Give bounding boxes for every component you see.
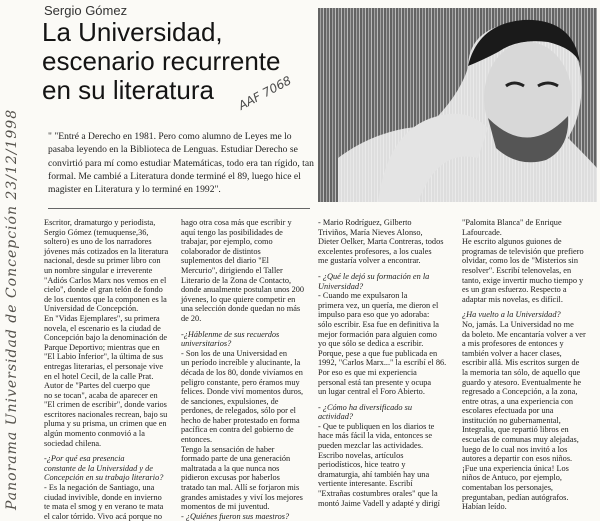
question-line: Concepción en su trabajo literario? — [44, 473, 164, 483]
body-text-line: preguntaban, pedían autógrafos. — [462, 492, 569, 502]
body-text-line: cielo", donde el gran telón de fondo — [44, 285, 163, 295]
body-text-line: entregas literarias, el personaje vive — [44, 361, 164, 371]
body-text-line: ¡Fue una experiencia única! Los — [462, 463, 569, 473]
body-text-line: felices. Donde viví momentos duros, — [181, 387, 304, 397]
body-text-line: escolares efectuada por una — [462, 406, 554, 416]
body-text-line: "Palomita Blanca" de Enrique — [462, 218, 562, 227]
body-text-line: Integralia, que repartió libros en — [462, 425, 569, 435]
body-text-line: institución no gubernamental, — [462, 415, 561, 425]
body-text-line: el calor tórrido. Vivo acá porque no — [44, 511, 162, 521]
body-text-line: luego de lo cual nos invitó a los — [462, 444, 568, 454]
body-text-line: comentaban los personajes, — [462, 483, 554, 493]
article-column-3 — [318, 218, 454, 508]
body-text-line: trabajar, por ejemplo, como — [181, 237, 273, 247]
body-text-line: soltero) es uno de los narradores — [44, 237, 152, 247]
body-text-line: peligro constante, pero éramos muy — [181, 377, 300, 387]
archive-stamp: AAF 7068 — [236, 73, 294, 113]
body-text-line: "Extrañas costumbres orales" que la — [318, 489, 438, 499]
pull-quote-line: formal. Me cambié a Literatura donde terminé el 89, luego hice el — [48, 170, 301, 182]
body-text-line: escuelas de comunas muy alejadas, — [462, 435, 579, 445]
body-text-line: - Mario Rodríguez, Gilberto — [318, 218, 412, 227]
body-text-line: - Es la negación de Santiago, una — [44, 483, 155, 493]
body-text-line: personal está tan presente y ocupa — [318, 377, 432, 387]
margin-annotation: Panorama Universidad de Concepción 23/12/1998 — [4, 108, 20, 510]
body-text-line: "El Labio Inferior", la última de sus — [44, 352, 163, 362]
body-text-line: algún momento conmovió a la — [44, 429, 145, 439]
body-text-line: Porque, pese a que fue publicada en — [318, 348, 438, 358]
body-text-line: - Cuando me expulsaron la — [318, 291, 408, 301]
body-text-line: ciudad invivible, donde en invierno — [44, 492, 162, 502]
question-line: actividad? — [318, 412, 354, 422]
body-text-line: niños de Antuco, por ejemplo, — [462, 473, 563, 483]
article-column-2 — [181, 218, 312, 521]
body-text-line: - Que te publiquen en los diarios te — [318, 421, 435, 431]
body-text-line: un período increíble y alucinante, la — [181, 358, 301, 368]
headline-line: escenario recurrente — [42, 46, 281, 76]
body-text-line: Escritor, dramaturgo y periodista, — [44, 218, 156, 227]
question-line: -¿Háblenme de sus recuerdos — [181, 329, 280, 339]
body-text-line: formado parte de una generación — [181, 454, 291, 464]
body-text-line: maltratada a la que nunca nos — [181, 463, 280, 473]
body-text-line: un lugar central el Foro Abierto. — [318, 387, 425, 397]
body-text-line: He escrito algunos guiones de — [462, 237, 562, 247]
body-text-line: aquí tengo las posibilidades de — [181, 227, 283, 237]
pull-quote-line: pasaba leyendo en la Biblioteca de Lenguas. Estudiar Derecho se — [48, 144, 298, 156]
body-text-line: vertiente interesante. Escribí — [318, 479, 413, 489]
body-text-line: sociedad chilena. — [44, 438, 102, 448]
body-text-line: entre otras, a una experiencia con — [462, 396, 574, 406]
body-text-line: No, jamás. La Universidad no me — [462, 319, 574, 329]
body-text-line: pidieron excusas por haberlos — [181, 473, 280, 483]
body-text-line: pacífica en contra del gobierno de — [181, 425, 294, 435]
body-text-line: olvidar, como los de "Misterios sin — [462, 256, 578, 266]
body-text-line: pueden mezclar las actividades. — [318, 441, 424, 451]
body-text-line: Tengo la sensación de haber — [181, 444, 275, 454]
article-column-1 — [44, 218, 176, 521]
body-text-line: sólo escribir. Esa fue en definitiva la — [318, 319, 439, 329]
body-text-line: tanto, exige invertir mucho tiempo y — [462, 275, 584, 285]
body-text-line: momentos de mi juventud. — [181, 502, 270, 512]
body-text-line: hace más fácil la vida, entonces se — [318, 431, 433, 441]
body-text-line: es un gran esfuerzo. Respecto a — [462, 285, 567, 295]
question-line: -¿Por qué esa presencia — [44, 454, 125, 464]
body-text-line: nacional, desde su primer libro con — [44, 256, 161, 266]
body-text-line: una selección donde quedan no más — [181, 304, 301, 314]
body-text-line: no se tocan", acaba de aparecer en — [44, 390, 158, 400]
headline-line: en su literatura — [42, 75, 214, 105]
body-text-line: Dieter Oelker, Marta Contreras, todos — [318, 237, 444, 247]
body-text-line: en el hotel Cecil, de la calle Prat. — [44, 371, 154, 381]
body-text-line: Por eso es que mi experiencia — [318, 367, 417, 377]
body-text-line: yo que sólo se dedica a escribir. — [318, 339, 424, 349]
body-text-line: "El crimen de escribir", donde varios — [44, 400, 167, 410]
headline-line: La Universidad, — [42, 17, 223, 47]
body-text-line: me gustaría volver a encontrar. — [318, 256, 421, 266]
body-text-line: adaptar mis novelas, es difícil. — [462, 294, 563, 304]
body-text-line: a mis profesores de entonces y — [462, 339, 564, 349]
body-text-line: hecho de haber protestado en forma — [181, 415, 300, 425]
body-text-line: Literario de la Zona de Contacto, — [181, 275, 292, 285]
body-text-line: colaborador de distintos — [181, 246, 261, 256]
body-text-line: perdones, de relegados, sólo por el — [181, 406, 296, 416]
body-text-line: década de los 80, donde vivíamos en — [181, 367, 303, 377]
body-text-line: impulso para eso que yo adoraba: — [318, 310, 430, 320]
handwritten-margin-note — [2, 40, 24, 510]
portrait-photo — [318, 8, 597, 202]
body-text-line: Escribo novelas, artículos — [318, 450, 404, 460]
body-text-line: tratado tan mal. Allí se forjaron mis — [181, 483, 300, 493]
body-text-line: Universidad de Concepción. — [44, 304, 139, 314]
question-line: - ¿Qué le dejó su formación en la — [318, 271, 430, 281]
headline — [42, 18, 312, 105]
body-text-line: dramaturgia, ahí también hay una — [318, 469, 430, 479]
pull-quote-line: magister en Literatura y lo terminé en 1992". — [48, 184, 221, 196]
body-text-line: escritores nacionales recrean, bajo su — [44, 409, 168, 419]
question-line: Universidad? — [318, 281, 364, 291]
body-text-line: hago otra cosa más que escribir y — [181, 218, 292, 227]
body-text-line: de los cuentos que la componen es la — [44, 294, 167, 304]
body-text-line: Habían leído. — [462, 502, 507, 512]
body-text-line: "Adiós Carlos Marx nos vemos en el — [44, 275, 167, 285]
body-text-line: En "Vidas Ejemplares", su primera — [44, 313, 160, 323]
body-text-line: entonces. — [181, 435, 213, 445]
body-text-line: periodísticos, hice teatro y — [318, 460, 406, 470]
body-text-line: novela, el escenario es la ciudad de — [44, 323, 161, 333]
body-text-line: Concepción bajo la denominación de — [44, 333, 168, 343]
question-line: constante de la Universidad y de — [44, 463, 153, 473]
body-text-line: un nombre singular e irreverente — [44, 265, 153, 275]
body-text-line: da boleto. Me encantaría volver a ver — [462, 329, 586, 339]
question-line: - ¿Quiénes fueron sus maestros? — [181, 511, 290, 521]
body-text-line: Autor de "Partes del cuerpo que — [44, 381, 150, 391]
body-text-line: 1992, "Carlos Marx..." la escribí el 86. — [318, 358, 447, 368]
body-text-line: Triviños, María Nieves Alonso, — [318, 227, 423, 237]
body-text-line: Sergio Gómez (temuquense,36, — [44, 227, 149, 237]
question-line: - ¿Cómo ha diversificado su — [318, 402, 413, 412]
body-text-line: autores a departir con esos niños. — [462, 454, 573, 464]
body-text-line: primera vez, un quería, me dieron el — [318, 300, 439, 310]
pull-quote — [48, 130, 314, 196]
body-text-line: guardo y atesoro. Eventualmente he — [462, 377, 582, 387]
body-text-line: regresado a Concepción, a la zona, — [462, 387, 578, 397]
body-text-line: - Son los de una Universidad en — [181, 348, 287, 358]
body-text-line: te mata el smog y en verano te mata — [44, 502, 164, 512]
body-text-line: de sanciones, expulsiones, de — [181, 396, 279, 406]
body-text-line: jóvenes más cotizados en la literatura — [44, 246, 169, 256]
body-text-line: resolver". Escribí telenovelas, en — [462, 265, 572, 275]
article-column-4 — [462, 218, 597, 512]
question-line: ¿Ha vuelto a la Universidad? — [462, 310, 561, 320]
body-text-line: jóvenes, lo que quiere competir en — [181, 294, 296, 304]
body-text-line: mejor formación para alguien como — [318, 329, 437, 339]
body-text-line: escribir allá. Mis escritos surgen de — [462, 358, 580, 368]
byline: Sergio Gómez — [44, 3, 128, 18]
body-text-line: de 20. — [181, 313, 202, 323]
body-text-line: programas de televisión que prefiero — [462, 246, 584, 256]
body-text-line: suplementos del diario "El — [181, 256, 269, 266]
question-line: universitarios? — [181, 339, 232, 349]
body-text-line: Parque Deportivo; mientras que en — [44, 342, 160, 352]
body-text-line: montó Jaime Vadell y adapté y dirigí — [318, 498, 440, 508]
body-text-line: también volver a hacer clases, — [462, 348, 562, 358]
body-text-line: la memoria tan sólo, de aquello que — [462, 367, 581, 377]
body-text-line: grandes amistades y viví los mejores — [181, 492, 303, 502]
body-text-line: excelentes profesores, a los cuales — [318, 246, 432, 256]
pull-quote-line: convirtió para mí como estudiar Matemáticas, todo era tan rígido, tan — [48, 157, 314, 169]
body-text-line: Lafourcade. — [462, 227, 502, 237]
divider — [48, 208, 310, 209]
portrait-illustration — [318, 8, 597, 202]
pull-quote-line: " "Entré a Derecho en 1981. Pero como alumno de Leyes me lo — [48, 131, 292, 142]
body-text-line: Mercurio", dirigiendo el Taller — [181, 265, 283, 275]
body-text-line: pluma y su prisma, un crimen que en — [44, 419, 167, 429]
body-text-line: donde anualmente postulan unos 200 — [181, 285, 305, 295]
